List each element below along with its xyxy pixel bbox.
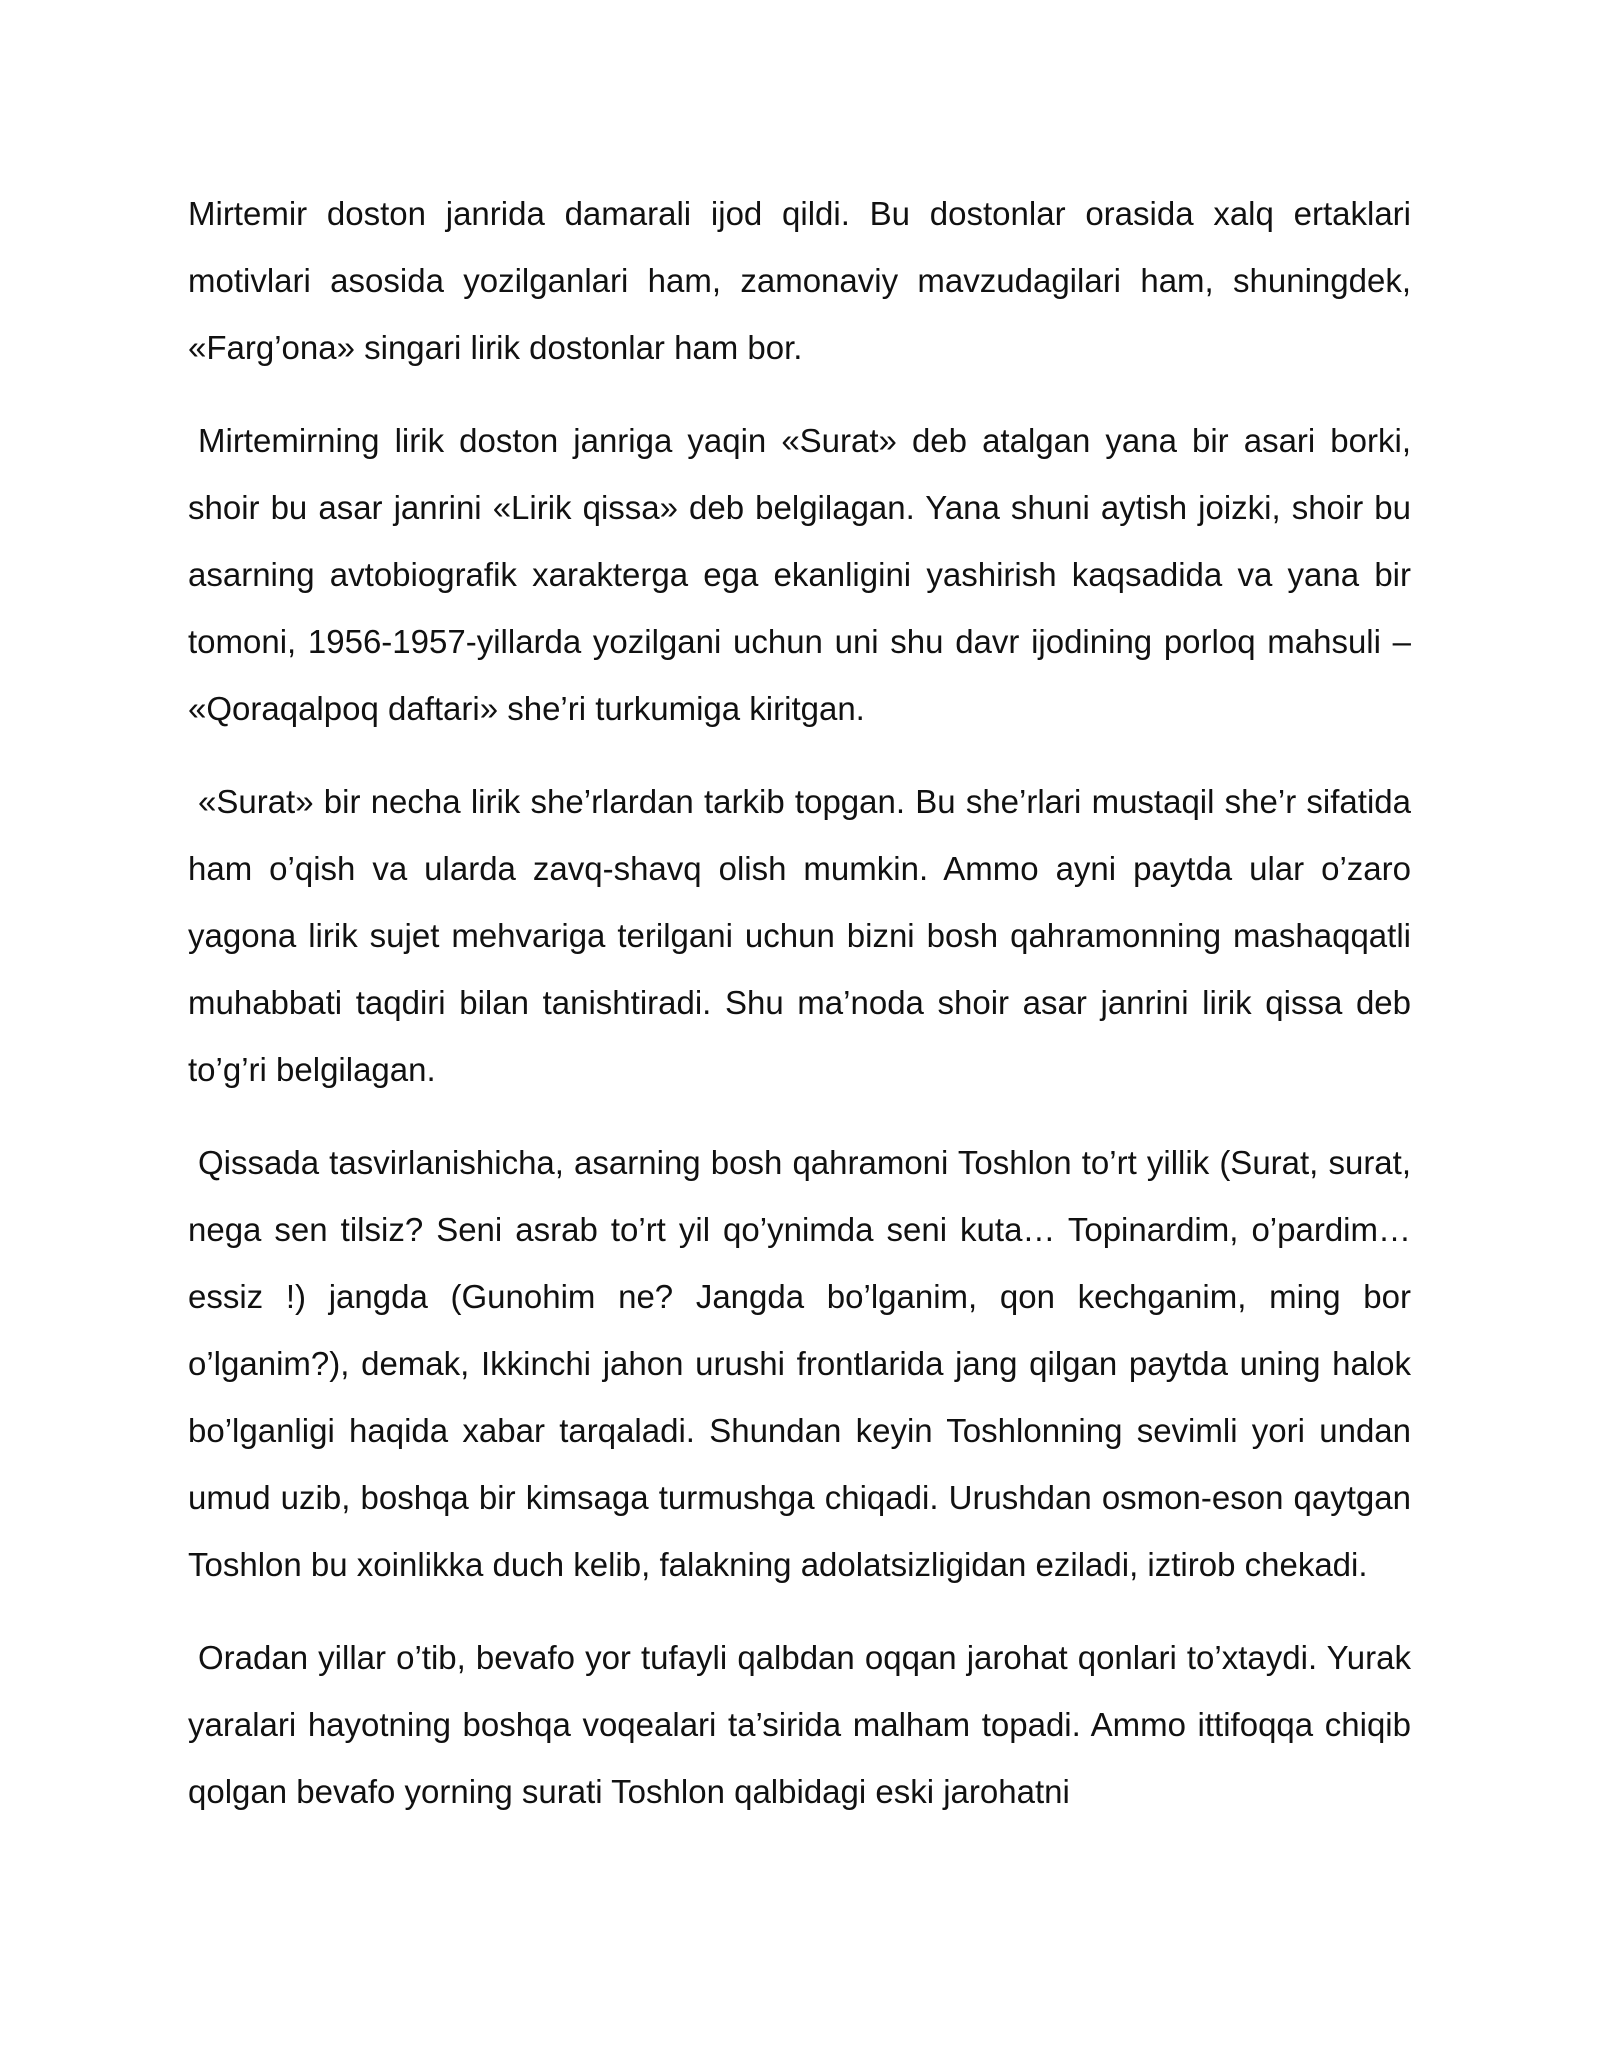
document-body bbox=[188, 180, 1411, 1851]
paragraph-4: Qissada tasvirlanishicha, asarning bosh qahramoni Toshlon to’rt yillik (Surat, surat, nega sen tilsiz? Seni asrab to’rt yil qo’ynimda seni kuta… Topinardim, o’pardim… essiz !) jangda (Gunohim ne? Jangda bo’lganim, qon kechganim, ming bor o’lganim?), demak, Ikkinchi jahon urushi frontlarida jang qilgan paytda uning halok bo’lganligi haqida xabar tarqaladi. Shundan keyin Toshlonning sevimli yori undan umud uzib, boshqa bir kimsaga turmushga chiqadi. Urushdan osmon-eson qaytgan Toshlon bu xoinlikka duch kelib, falakning adolatsizligidan eziladi, iztirob chekadi. bbox=[188, 1144, 1411, 1583]
paragraph-1: Mirtemir doston janrida damarali ijod qildi. Bu dostonlar orasida xalq ertaklari motivlari asosida yozilganlari ham, zamonaviy mavzudagilari ham, shuningdek, «Farg’ona» singari lirik dostonlar ham bor. bbox=[188, 195, 1411, 366]
paragraph-3: «Surat» bir necha lirik she’rlardan tarkib topgan. Bu she’rlari mustaqil she’r sifatida ham o’qish va ularda zavq-shavq olish mumkin. Ammo ayni paytda ular o’zaro yagona lirik sujet mehvariga terilgani uchun bizni bosh qahramonning mashaqqatli muhabbati taqdiri bilan tanishtiradi. Shu ma’noda shoir asar janrini lirik qissa deb to’g’ri belgilagan. bbox=[188, 783, 1411, 1088]
paragraph-2: Mirtemirning lirik doston janriga yaqin «Surat» deb atalgan yana bir asari borki, shoir bu asar janrini «Lirik qissa» deb belgilagan. Yana shuni aytish joizki, shoir bu asarning avtobiografik xarakterga ega ekanligini yashirish kaqsadida va yana bir tomoni, 1956-1957-yillarda yozilgani uchun uni shu davr ijodining porloq mahsuli – «Qoraqalpoq daftari» she’ri turkumiga kiritgan. bbox=[188, 422, 1411, 727]
paragraph-5: Oradan yillar o’tib, bevafo yor tufayli qalbdan oqqan jarohat qonlari to’xtaydi. Yurak yaralari hayotning boshqa voqealari ta’sirida malham topadi. Ammo ittifoqqa chiqib qolgan bevafo yorning surati Toshlon qalbidagi eski jarohatni bbox=[188, 1639, 1411, 1810]
